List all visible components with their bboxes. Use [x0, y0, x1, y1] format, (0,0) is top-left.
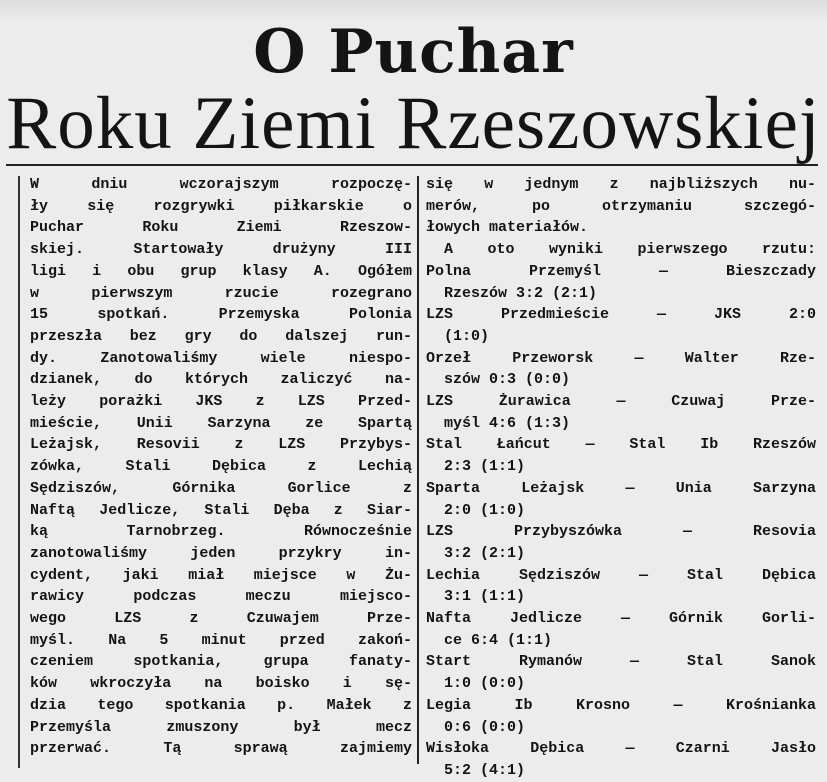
text-line: [30, 391, 412, 413]
word: których: [184, 371, 248, 389]
word: Ib: [700, 436, 719, 454]
word: Górnika: [172, 479, 236, 497]
word: Roku: [142, 219, 179, 237]
word: sprawą: [233, 740, 288, 758]
word: ką: [30, 523, 49, 541]
word: zaliczyć: [280, 371, 353, 389]
word: dzia: [30, 696, 67, 714]
word: (0:0): [480, 718, 526, 736]
word: Ib: [514, 696, 533, 714]
word: jaki: [122, 566, 159, 584]
text-line: [30, 521, 412, 543]
text-line: [30, 586, 412, 608]
word: Dębica: [530, 740, 585, 758]
word: wiele: [260, 349, 306, 367]
word: z: [609, 176, 619, 193]
word: na-: [384, 371, 412, 389]
word: jednym: [524, 176, 579, 193]
word: rawicy: [30, 588, 85, 606]
word: Krosno: [575, 696, 630, 714]
text-line: [426, 695, 816, 717]
word: do: [134, 371, 153, 389]
word: Przybys-: [339, 436, 412, 454]
word: Przybyszówka: [513, 523, 623, 541]
word: Sarzyna: [207, 414, 271, 432]
text-line: [426, 283, 816, 305]
word: (4:1): [480, 761, 526, 779]
word: spotkania,: [133, 653, 224, 671]
word: Puchar: [30, 219, 85, 237]
text-line: [30, 283, 412, 305]
word: boisko: [255, 675, 310, 693]
word: Start: [426, 653, 472, 671]
text-line: [30, 565, 412, 587]
word: w: [346, 566, 356, 584]
word: gry: [184, 327, 212, 345]
word: szczegó-: [743, 197, 816, 215]
word: z: [307, 458, 317, 476]
text-line: [30, 434, 412, 456]
text-line: [30, 673, 412, 695]
word: meczu: [245, 588, 291, 606]
text-line: [426, 760, 816, 782]
word: Lechia: [426, 566, 481, 584]
word: zanotowaliśmy: [30, 544, 148, 562]
word: do: [239, 327, 258, 345]
word: Jedlicze: [509, 610, 582, 628]
text-line: [426, 434, 816, 456]
word: z: [189, 610, 199, 628]
word: Krośnianka: [725, 696, 816, 714]
text-line: [30, 196, 412, 218]
word: LZS: [426, 306, 454, 324]
word: Sędziszów,: [30, 479, 121, 497]
word: —: [625, 479, 635, 497]
word: fanaty-: [348, 653, 412, 671]
text-line: [30, 174, 412, 196]
word: Ogółem: [357, 262, 412, 280]
word: z: [402, 479, 412, 497]
word: grupa: [263, 653, 309, 671]
article-column-right: [426, 174, 816, 782]
word: (1:0): [444, 327, 490, 345]
word: —: [658, 262, 668, 280]
word: Czarni: [675, 740, 730, 758]
word: Polna: [426, 262, 472, 280]
word: —: [656, 306, 666, 324]
word: miał: [188, 566, 225, 584]
text-line: [426, 391, 816, 413]
word: LZS: [426, 393, 454, 411]
word: Przemyśl: [528, 262, 601, 280]
word: Prze-: [366, 610, 412, 628]
word: ły: [30, 197, 49, 215]
word: LZS: [278, 436, 306, 454]
word: 0:6: [444, 718, 472, 736]
word: Startowały: [133, 241, 224, 259]
word: tego: [97, 696, 134, 714]
word: —: [620, 610, 630, 628]
word: Gorlice: [287, 479, 351, 497]
word: Rymanów: [518, 653, 582, 671]
word: Rzeszów: [752, 436, 816, 454]
headline-line-2: Roku Ziemi Rzeszowskiej: [6, 82, 821, 165]
text-line: [30, 695, 412, 717]
text-line: [30, 543, 412, 565]
text-line: [426, 217, 816, 239]
word: przeszła: [30, 327, 103, 345]
word: Żu-: [384, 566, 412, 584]
word: z: [255, 393, 265, 411]
word: Górnik: [668, 610, 723, 628]
word: merów,: [426, 197, 481, 215]
word: Dęba: [273, 501, 310, 519]
word: —: [625, 740, 635, 758]
word: pierwszego: [637, 241, 728, 259]
word: A: [444, 241, 454, 259]
word: (1:3): [525, 414, 571, 432]
word: Przedmieście: [500, 306, 610, 324]
text-line: [426, 326, 816, 348]
text-line: [426, 174, 816, 196]
word: Sarzyna: [752, 479, 816, 497]
word: Przed-: [357, 393, 412, 411]
word: Resovia: [752, 523, 816, 541]
word: Resovii: [136, 436, 200, 454]
word: LZS: [297, 393, 325, 411]
word: i: [342, 675, 352, 693]
text-line: [30, 348, 412, 370]
word: piłkarskie: [273, 197, 364, 215]
text-line: [30, 456, 412, 478]
word: Leżajsk,: [30, 436, 103, 454]
word: Rze-: [779, 349, 816, 367]
word: 3:1: [444, 588, 472, 606]
word: bez: [129, 327, 157, 345]
word: najbliższych: [649, 176, 758, 193]
word: wego: [30, 610, 67, 628]
word: materiałów.: [489, 219, 589, 237]
word: nu-: [788, 176, 816, 193]
word: wyniki: [548, 241, 603, 259]
word: grup: [180, 262, 217, 280]
word: Sparta: [426, 479, 481, 497]
word: o: [402, 197, 412, 215]
word: ligi: [30, 262, 67, 280]
word: przerwać.: [30, 740, 112, 758]
word: Stal: [426, 436, 463, 454]
word: wkroczyła: [90, 675, 172, 693]
word: otrzymaniu: [601, 197, 692, 215]
word: drużyny: [272, 241, 336, 259]
word: 3:2: [444, 544, 472, 562]
word: Wisłoka: [426, 740, 490, 758]
word: Rzeszow-: [339, 219, 412, 237]
text-line: [426, 456, 816, 478]
word: (0:0): [480, 675, 526, 693]
word: Siar-: [366, 501, 412, 519]
text-line: [30, 500, 412, 522]
word: Żurawica: [498, 393, 571, 411]
word: cydent,: [30, 566, 94, 584]
word: 1:0: [444, 675, 472, 693]
text-line: [426, 738, 816, 760]
text-line: [426, 348, 816, 370]
word: rozgrywki: [153, 197, 235, 215]
word: Orzeł: [426, 349, 472, 367]
word: Stali: [125, 458, 171, 476]
word: Rzeszów: [444, 284, 508, 302]
headline-line-1: O Puchar: [253, 17, 574, 87]
word: rozegrano: [330, 284, 412, 302]
word: (2:1): [480, 544, 526, 562]
text-line: [30, 369, 412, 391]
word: Przemyśla: [30, 718, 112, 736]
text-line: [426, 500, 816, 522]
word: 4:6: [489, 414, 517, 432]
word: Naftą: [30, 501, 76, 519]
word: run-: [375, 327, 412, 345]
word: jeden: [190, 544, 236, 562]
word: Gorli-: [761, 610, 816, 628]
text-line: [426, 478, 816, 500]
word: oto: [487, 241, 515, 259]
word: 6:4: [471, 631, 499, 649]
word: (1:1): [480, 588, 526, 606]
word: szów: [444, 371, 481, 389]
word: Unii: [136, 414, 173, 432]
word: 5: [159, 631, 169, 649]
word: 3:2: [516, 284, 544, 302]
word: porażki: [99, 393, 163, 411]
left-border-rule: [18, 176, 20, 768]
text-line: [426, 369, 816, 391]
word: miejsce: [253, 566, 317, 584]
word: rozpoczę-: [330, 176, 412, 193]
text-line: [30, 239, 412, 261]
text-line: [30, 413, 412, 435]
word: Spartą: [357, 414, 412, 432]
word: z: [333, 501, 343, 519]
word: dalszej: [285, 327, 349, 345]
word: III: [384, 241, 412, 259]
text-line: [426, 196, 816, 218]
text-line: [426, 717, 816, 739]
text-line: [426, 565, 816, 587]
word: w: [484, 176, 494, 193]
word: JKS: [713, 306, 741, 324]
word: zówka,: [30, 458, 85, 476]
word: —: [616, 393, 626, 411]
word: p.: [277, 696, 296, 714]
word: Łańcut: [496, 436, 551, 454]
text-line: [426, 630, 816, 652]
word: Legia: [426, 696, 472, 714]
text-line: [30, 261, 412, 283]
word: Dębica: [211, 458, 266, 476]
word: skiej.: [30, 241, 85, 259]
word: zajmiemy: [339, 740, 412, 758]
word: Małek: [326, 696, 372, 714]
word: 2:0: [444, 501, 472, 519]
text-line: [426, 586, 816, 608]
text-line: [30, 738, 412, 760]
word: Sanok: [770, 653, 816, 671]
word: —: [682, 523, 692, 541]
word: Unia: [675, 479, 712, 497]
word: Dębica: [761, 566, 816, 584]
word: się: [87, 197, 115, 215]
word: 15: [30, 306, 49, 324]
word: z: [402, 696, 412, 714]
text-line: [30, 217, 412, 239]
word: przykry: [278, 544, 342, 562]
headline-rule: [6, 164, 818, 166]
word: JKS: [195, 393, 223, 411]
word: leży: [30, 393, 67, 411]
text-line: [426, 413, 816, 435]
word: Prze-: [770, 393, 816, 411]
word: Ziemi: [236, 219, 282, 237]
word: ków: [30, 675, 58, 693]
word: obu: [127, 262, 155, 280]
word: W: [30, 176, 40, 193]
text-line: [30, 608, 412, 630]
word: ze: [305, 414, 324, 432]
text-line: [426, 543, 816, 565]
text-line: [426, 673, 816, 695]
word: spotkania: [164, 696, 246, 714]
word: mieście,: [30, 414, 103, 432]
word: klasy: [242, 262, 288, 280]
word: minut: [201, 631, 247, 649]
word: —: [585, 436, 595, 454]
word: Na: [108, 631, 127, 649]
word: myśl.: [30, 631, 76, 649]
word: Leżajsk: [521, 479, 585, 497]
word: (1:0): [480, 501, 526, 519]
word: miejsco-: [339, 588, 412, 606]
word: (1:1): [480, 458, 526, 476]
text-line: [426, 304, 816, 326]
word: —: [629, 653, 639, 671]
word: Jasło: [770, 740, 816, 758]
word: (0:0): [525, 371, 571, 389]
word: Walter: [684, 349, 739, 367]
word: Stal: [629, 436, 666, 454]
word: Jedlicze,: [99, 501, 181, 519]
word: na: [204, 675, 223, 693]
word: —: [673, 696, 683, 714]
word: Czuwaj: [671, 393, 726, 411]
word: podczas: [133, 588, 197, 606]
text-line: [426, 261, 816, 283]
word: Lechią: [357, 458, 412, 476]
word: Tą: [163, 740, 182, 758]
word: rzutu:: [761, 241, 816, 259]
word: Bieszczady: [725, 262, 816, 280]
word: był: [293, 718, 321, 736]
word: —: [634, 349, 644, 367]
word: 0:3: [489, 371, 517, 389]
word: Tarnobrzeg.: [126, 523, 226, 541]
text-line: [426, 239, 816, 261]
word: przed: [279, 631, 325, 649]
word: rzucie: [224, 284, 279, 302]
text-line: [30, 326, 412, 348]
word: 5:2: [444, 761, 472, 779]
word: z: [234, 436, 244, 454]
word: Zanotowaliśmy: [100, 349, 218, 367]
word: spotkań.: [97, 306, 170, 324]
text-line: [30, 651, 412, 673]
word: LZS: [426, 523, 454, 541]
column-separator: [417, 176, 419, 764]
word: LZS: [114, 610, 142, 628]
word: Stali: [204, 501, 250, 519]
word: A.: [313, 262, 332, 280]
word: Nafta: [426, 610, 472, 628]
word: czeniem: [30, 653, 94, 671]
text-line: [426, 521, 816, 543]
word: 2:3: [444, 458, 472, 476]
word: Stal: [686, 566, 723, 584]
word: Przemyska: [218, 306, 300, 324]
word: sę-: [384, 675, 412, 693]
word: Równocześnie: [303, 523, 412, 541]
word: (1:1): [507, 631, 553, 649]
word: in-: [384, 544, 412, 562]
text-line: [426, 651, 816, 673]
word: i: [92, 262, 102, 280]
text-line: [30, 478, 412, 500]
word: Sędziszów: [518, 566, 600, 584]
word: zakoń-: [357, 631, 412, 649]
text-line: [30, 304, 412, 326]
text-line: [30, 630, 412, 652]
word: wczorajszym: [179, 176, 279, 193]
word: Przeworsk: [512, 349, 594, 367]
word: łowych: [426, 219, 481, 237]
text-line: [30, 717, 412, 739]
word: Polonia: [348, 306, 412, 324]
word: zmuszony: [166, 718, 239, 736]
word: myśl: [444, 414, 481, 432]
article-column-left: [30, 174, 412, 760]
word: dy.: [30, 349, 58, 367]
word: niespo-: [348, 349, 412, 367]
word: dniu: [91, 176, 128, 193]
word: Czuwajem: [246, 610, 319, 628]
word: —: [638, 566, 648, 584]
word: dzianek,: [30, 371, 103, 389]
word: się: [426, 176, 454, 193]
word: (2:1): [552, 284, 598, 302]
word: mecz: [375, 718, 412, 736]
word: pierwszym: [91, 284, 173, 302]
word: Stal: [686, 653, 723, 671]
word: w: [30, 284, 40, 302]
word: ce: [444, 631, 463, 649]
word: 2:0: [788, 306, 816, 324]
text-line: [426, 608, 816, 630]
word: po: [531, 197, 550, 215]
